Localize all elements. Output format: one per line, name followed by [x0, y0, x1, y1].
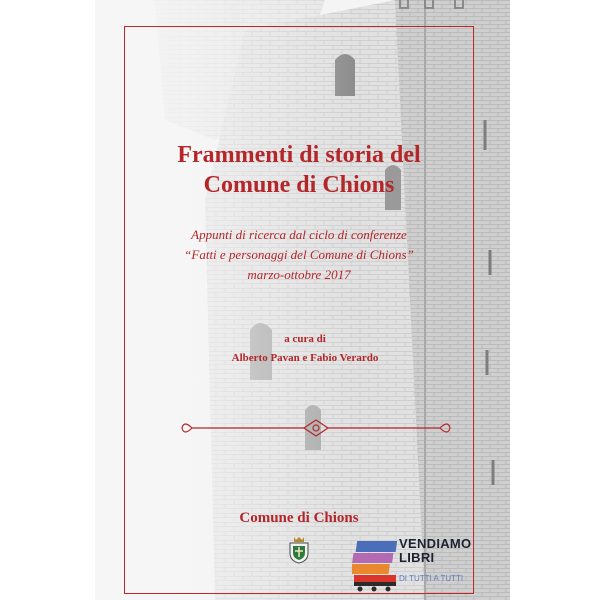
badge-brand-line-2: LIBRI: [399, 550, 435, 565]
book-subtitle: [124, 225, 474, 285]
ornament-divider-icon: [178, 416, 454, 440]
subtitle-line-2: “Fatti e personaggi del Comune di Chions”: [184, 247, 414, 262]
badge-tagline: DI TUTTI A TUTTI: [399, 574, 464, 583]
curators-names: Alberto Pavan e Fabio Verardo: [231, 352, 379, 364]
red-frame-border: [124, 26, 474, 594]
title-line-1: Frammenti di storia del: [177, 142, 421, 168]
book-title: [124, 140, 474, 200]
subtitle-line-3: marzo-ottobre 2017: [247, 267, 351, 282]
book-stack-icon: [352, 535, 398, 595]
vendiamo-libri-badge: [352, 535, 502, 595]
curators-intro: a cura di: [284, 333, 326, 345]
curators-block: [150, 330, 460, 368]
subtitle-line-1: Appunti di ricerca dal ciclo di conferenze: [191, 227, 407, 242]
publisher-name: Comune di Chions: [239, 510, 359, 526]
badge-brand-line-1: VENDIAMO: [399, 536, 472, 551]
municipal-crest-icon: [287, 535, 311, 565]
badge-brand-text: [399, 537, 471, 565]
title-line-2: Comune di Chions: [203, 172, 395, 198]
